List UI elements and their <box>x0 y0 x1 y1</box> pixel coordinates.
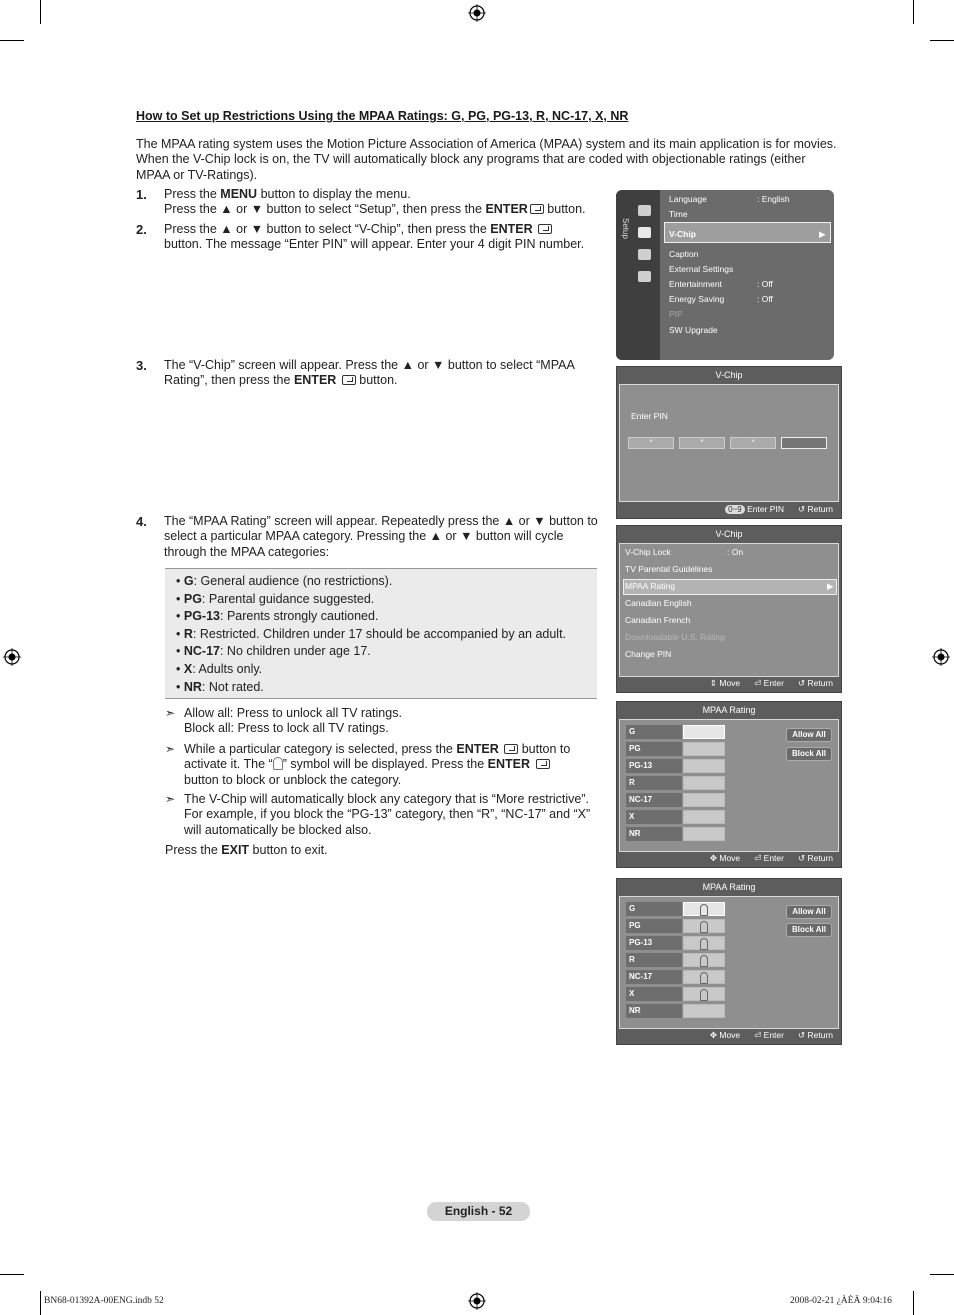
step-text: button to exit. <box>249 843 328 857</box>
intro-paragraph: The MPAA rating system uses the Motion Picture Association of America (MPAA) system and its main application is for movies. When the V-Chip lock is on, the TV will automatically block any programs that are coded with objectionable ratings (either MPAA or TV-Ratings). <box>136 137 837 182</box>
crop-mark <box>0 1274 24 1275</box>
menu-value-language: : English <box>757 194 790 204</box>
print-slug-right: 2008-02-21 ¿ÀÈÄ 9:04:16 <box>790 1296 892 1306</box>
setup-gear-icon <box>638 227 651 238</box>
input-icon <box>638 249 651 260</box>
rating-category-label[interactable]: X <box>626 987 682 1001</box>
move-icon: ⇕ <box>709 678 717 688</box>
rating-category-label[interactable]: G <box>626 725 682 739</box>
number-keys-icon: 0~9 <box>725 505 745 514</box>
rating-category-label[interactable]: PG <box>626 919 682 933</box>
footer-return: Return <box>807 853 833 863</box>
lock-icon[interactable] <box>683 987 725 1001</box>
return-icon: ↺ <box>797 678 806 688</box>
menu-value-energy-saving: : Off <box>757 294 773 304</box>
enter-icon <box>538 224 552 234</box>
menu-item-canadian-french[interactable]: Canadian French <box>625 615 691 625</box>
step-text: button. <box>543 202 586 217</box>
submenu-arrow-icon: ▶ <box>827 581 834 591</box>
lock-toggle-cell[interactable] <box>683 1004 725 1018</box>
note-text: button to block or unblock the category. <box>184 772 402 787</box>
rating-category-label[interactable]: NC-17 <box>626 970 682 984</box>
crop-mark <box>930 40 954 41</box>
allow-all-button[interactable]: Allow All <box>786 905 832 919</box>
enter-icon: ⏎ <box>754 678 762 688</box>
menu-item-time[interactable]: Time <box>669 209 688 219</box>
footer-enter: Enter <box>763 678 784 688</box>
step-key: ENTER <box>485 202 528 217</box>
step-key: MENU <box>220 187 258 201</box>
enter-icon: ⏎ <box>754 853 762 863</box>
print-slug-left: BN68-01392A-00ENG.indb 52 <box>44 1296 164 1306</box>
block-all-button[interactable]: Block All <box>786 747 832 761</box>
enter-icon <box>342 375 356 385</box>
lock-icon[interactable] <box>683 902 725 916</box>
section-title: How to Set up Restrictions Using the MPAA Ratings: G, PG, PG-13, R, NC-17, X, NR <box>136 109 629 123</box>
rating-category-label[interactable]: PG <box>626 742 682 756</box>
enter-pin-label: Enter PIN <box>631 411 668 421</box>
screen-title: MPAA Rating <box>702 882 756 892</box>
lock-toggle-cell[interactable] <box>683 793 725 807</box>
registration-mark-icon <box>932 648 950 666</box>
menu-item-vchip[interactable]: V-Chip <box>669 229 696 239</box>
screen-footer <box>617 676 833 690</box>
application-icon <box>638 271 651 282</box>
crop-mark <box>40 0 41 24</box>
menu-item-pip: PIP <box>669 309 683 319</box>
page-number-badge: English - 52 <box>427 1202 530 1221</box>
pin-digit-3[interactable]: * <box>730 437 776 449</box>
submenu-arrow-icon: ▶ <box>819 229 826 239</box>
step-number: 4. <box>136 514 147 529</box>
footer-enter: Enter <box>763 1030 784 1040</box>
rating-category-label[interactable]: G <box>626 902 682 916</box>
menu-item-canadian-english[interactable]: Canadian English <box>625 598 692 608</box>
crop-mark <box>913 1291 914 1315</box>
rating-category-label[interactable]: PG-13 <box>626 936 682 950</box>
pin-digit-4[interactable] <box>781 437 827 449</box>
lock-toggle-cell[interactable] <box>683 827 725 841</box>
lock-icon[interactable] <box>683 936 725 950</box>
pin-digit-1[interactable]: * <box>628 437 674 449</box>
crop-mark <box>40 1291 41 1315</box>
registration-mark-icon <box>3 648 21 666</box>
list-item: • R: Restricted. Children under 17 should be accompanied by an adult. <box>176 626 567 641</box>
return-icon: ↺ <box>797 853 806 863</box>
note-arrow-icon: ➣ <box>165 742 176 756</box>
note-activate <box>165 742 605 789</box>
menu-item-sw-upgrade[interactable]: SW Upgrade <box>669 325 718 335</box>
menu-item-vchip-lock[interactable]: V-Chip Lock <box>625 547 671 557</box>
note-text: Allow all: Press to unlock all TV ratings. <box>184 706 402 720</box>
enter-icon <box>530 204 544 214</box>
ratings-list <box>165 568 597 699</box>
footer-return: Return <box>807 678 833 688</box>
rating-category-label[interactable]: R <box>626 953 682 967</box>
registration-mark-icon <box>468 4 486 22</box>
screen-title: V-Chip <box>715 529 743 539</box>
crop-mark <box>0 40 24 41</box>
step-key: ENTER <box>490 222 533 236</box>
list-item: • PG-13: Parents strongly cautioned. <box>176 609 379 624</box>
note-allow-block <box>165 706 605 738</box>
crop-mark <box>930 1274 954 1275</box>
footer-enter: Enter <box>763 853 784 863</box>
menu-item-external-settings[interactable]: External Settings <box>669 264 734 274</box>
lock-icon[interactable] <box>683 970 725 984</box>
note-text: The V-Chip will automatically block any category that is “More restrictive”. For example, if you block the “PG-13” category, then “R”, “NC-17” and “X” will automatically be blocked also. <box>184 792 591 837</box>
lock-icon[interactable] <box>683 919 725 933</box>
return-icon: ↺ <box>797 504 806 514</box>
exit-instruction <box>165 843 328 857</box>
step-number: 3. <box>136 358 147 373</box>
footer-enter-pin: Enter PIN <box>747 504 784 514</box>
menu-item-entertainment[interactable]: Entertainment <box>669 279 722 289</box>
block-all-button[interactable]: Block All <box>786 923 832 937</box>
setup-menu-screen <box>616 190 834 360</box>
screen-title: MPAA Rating <box>702 705 756 715</box>
pin-digit-2[interactable]: * <box>679 437 725 449</box>
note-key: ENTER <box>487 757 531 772</box>
registration-mark-icon <box>468 1292 486 1310</box>
menu-value-entertainment: : Off <box>757 279 773 289</box>
step-number: 1. <box>136 187 147 202</box>
screen-footer <box>617 1028 833 1042</box>
footer-move: Move <box>719 678 741 688</box>
footer-move: Move <box>719 853 741 863</box>
move-icon: ✥ <box>709 853 717 863</box>
menu-item-caption[interactable]: Caption <box>669 249 699 259</box>
footer-return: Return <box>807 1030 833 1040</box>
step-key: ENTER <box>293 373 337 388</box>
setup-side-label: Setup <box>621 218 630 239</box>
note-text: Block all: Press to lock all TV ratings. <box>184 721 389 736</box>
note-arrow-icon: ➣ <box>165 706 176 720</box>
lock-toggle-cell[interactable] <box>683 759 725 773</box>
footer-move: Move <box>719 1030 741 1040</box>
list-item: • G: General audience (no restrictions). <box>176 574 393 588</box>
return-icon: ↺ <box>797 1030 806 1040</box>
allow-all-button[interactable]: Allow All <box>786 728 832 742</box>
menu-item-tv-parental[interactable]: TV Parental Guidelines <box>625 564 713 574</box>
enter-icon <box>504 744 518 754</box>
rating-category-label[interactable]: NR <box>626 1004 682 1018</box>
step-text: button to display the menu. <box>257 187 411 201</box>
lock-icon[interactable] <box>683 953 725 967</box>
menu-value-vchip-lock: : On <box>727 547 744 557</box>
rating-category-label[interactable]: NR <box>626 827 682 841</box>
step-text: button. <box>355 373 398 388</box>
lock-toggle-cell[interactable] <box>683 810 725 824</box>
step-text: button. The message “Enter PIN” will appear. Enter your 4 digit PIN number. <box>164 237 585 252</box>
menu-item-downloadable: Downloadable U.S. Rating <box>625 632 725 642</box>
lock-toggle-cell[interactable] <box>683 742 725 756</box>
crop-mark <box>913 0 914 24</box>
screen-footer <box>617 502 833 516</box>
screen-footer <box>617 851 833 865</box>
lock-toggle-cell[interactable] <box>683 725 725 739</box>
list-item: • X: Adults only. <box>176 661 263 676</box>
rating-category-label[interactable]: NC-17 <box>626 793 682 807</box>
enter-icon: ⏎ <box>754 1030 762 1040</box>
footer-return: Return <box>807 504 833 514</box>
lock-toggle-cell[interactable] <box>683 776 725 790</box>
step-text: The “MPAA Rating” screen will appear. Repeatedly press the ▲ or ▼ button to select a particular MPAA category. Pressing the ▲ or ▼ button will cycle through the MPAA categories: <box>164 514 598 559</box>
step-text: Press the ▲ or ▼ button to select “V-Chip”, then press the <box>164 222 491 236</box>
step-text: Press the ▲ or ▼ button to select “Setup”, then press the <box>164 202 486 217</box>
move-icon: ✥ <box>709 1030 717 1040</box>
note-key: ENTER <box>456 742 499 756</box>
note-text: button to activate it. The “ <box>184 742 571 772</box>
menu-item-language[interactable]: Language <box>669 194 707 204</box>
note-text: ” symbol will be displayed. Press the <box>282 757 488 772</box>
picture-icon <box>638 205 651 216</box>
note-text: While a particular category is selected, press the <box>184 742 457 756</box>
step-text: Press the <box>164 187 221 201</box>
enter-icon <box>536 759 550 769</box>
rating-category-label[interactable]: PG-13 <box>626 759 682 773</box>
note-restrictive <box>165 792 605 839</box>
step-number: 2. <box>136 222 147 237</box>
menu-item-energy-saving[interactable]: Energy Saving <box>669 294 725 304</box>
note-arrow-icon: ➣ <box>165 792 176 806</box>
rating-category-label[interactable]: R <box>626 776 682 790</box>
list-item: • NC-17: No children under age 17. <box>176 644 371 659</box>
lock-icon <box>273 757 283 770</box>
list-item: • PG: Parental guidance suggested. <box>176 591 375 606</box>
step-text: The “V-Chip” screen will appear. Press the ▲ or ▼ button to select “MPAA Rating”, then press the <box>164 358 575 388</box>
menu-item-change-pin[interactable]: Change PIN <box>625 649 672 659</box>
step-text: Press the <box>165 843 222 857</box>
screen-title: V-Chip <box>715 370 743 380</box>
step-key: EXIT <box>221 843 250 857</box>
menu-item-mpaa-rating[interactable]: MPAA Rating <box>625 581 675 591</box>
rating-category-label[interactable]: X <box>626 810 682 824</box>
list-item: • NR: Not rated. <box>176 679 264 694</box>
